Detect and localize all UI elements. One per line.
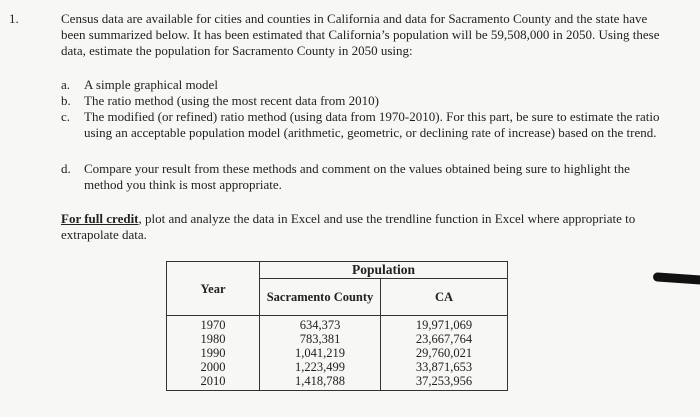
sacramento-cell: 1,041,219: [295, 346, 345, 360]
sacramento-cell: 1,223,499: [295, 360, 345, 374]
part-b-label: b.: [61, 93, 71, 108]
ca-cell: 37,253,956: [415, 374, 473, 388]
ca-column: [381, 316, 508, 391]
header-year: Year: [167, 262, 260, 316]
pen-mark: [653, 272, 700, 285]
part-b-text: The ratio method (using the most recent data from 2010): [84, 93, 379, 108]
ca-cell: 33,871,653: [415, 360, 473, 374]
population-table: [166, 261, 508, 391]
credit-note: [61, 211, 661, 243]
ca-cell: 29,760,021: [415, 346, 473, 360]
credit-text: , plot and analyze the data in Excel and use the trendline function in Excel where appropriate to extrapolate data.: [61, 211, 636, 242]
sacramento-column: [260, 316, 381, 391]
ca-cell: 23,667,764: [415, 332, 473, 346]
part-c-label: c.: [61, 109, 71, 124]
year-cell: 1980: [200, 332, 226, 346]
header-sacramento: Sacramento County: [260, 279, 381, 316]
credit-emphasis: For full credit: [61, 211, 139, 226]
sacramento-cell: 783,381: [299, 332, 341, 346]
part-c-text: The modified (or refined) ratio method (using data from 1970-2010). For this part, be sure to estimate the ratio using an acceptable population model (arithmetic, geometric, or declining rate of increase) based on the trend.: [84, 109, 660, 140]
header-population: Population: [260, 262, 508, 279]
question-intro: Census data are available for cities and counties in California and data for Sacramento County and the state have been summarized below. It has been estimated that California’s population will be 59,508,000 in 2050. Using these data, estimate the population for Sacramento County in 2050 using:: [61, 11, 660, 58]
part-a-label: a.: [61, 77, 71, 92]
year-cell: 2000: [200, 360, 226, 374]
year-cell: 1970: [200, 318, 226, 332]
part-a-text: A simple graphical model: [84, 77, 218, 92]
ca-cell: 19,971,069: [415, 318, 473, 332]
year-column: [167, 316, 260, 391]
sacramento-cell: 634,373: [299, 318, 341, 332]
question-number: 1.: [9, 11, 19, 26]
year-cell: 2010: [200, 374, 226, 388]
header-ca: CA: [381, 279, 508, 316]
sacramento-cell: 1,418,788: [295, 374, 345, 388]
year-cell: 1990: [200, 346, 226, 360]
part-d-label: d.: [61, 161, 71, 176]
part-d-text: Compare your result from these methods and comment on the values obtained being sure to highlight the method you think is most appropriate.: [84, 161, 630, 192]
